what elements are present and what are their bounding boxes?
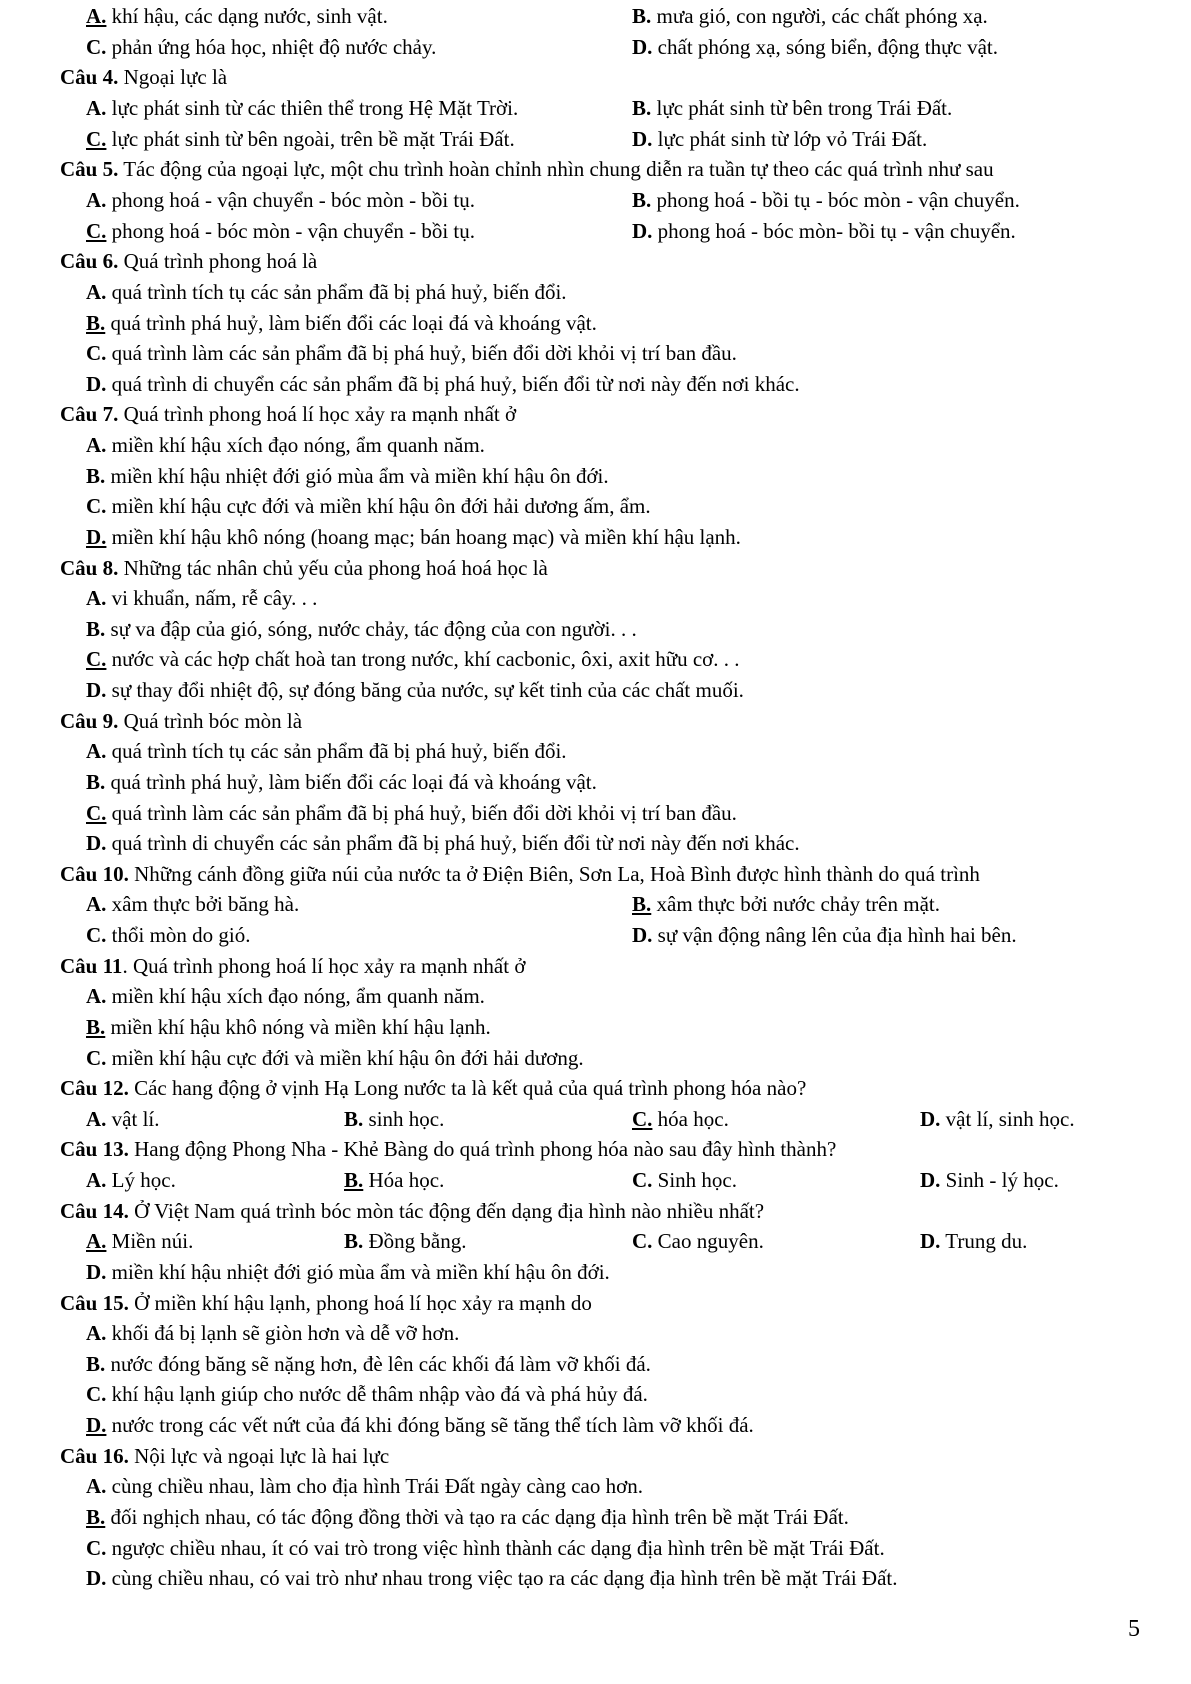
- question-text: Hang động Phong Nha - Khẻ Bàng do quá trình phong hóa nào sau đây hình thành?: [128, 1137, 837, 1161]
- option-letter: B.: [86, 1352, 106, 1376]
- option-text: mưa gió, con người, các chất phóng xạ.: [651, 4, 988, 28]
- option-text: quá trình phá huỷ, làm biến đổi các loại đá và khoáng vật.: [105, 311, 597, 335]
- answer-option: [632, 218, 1016, 244]
- question-text: Tác động của ngoại lực, một chu trình hoàn chỉnh nhìn chung diễn ra tuần tự theo các quá trình như sau: [118, 157, 994, 181]
- question-text: Ở miền khí hậu lạnh, phong hoá lí học xảy ra mạnh do: [128, 1291, 592, 1315]
- option-letter: D.: [632, 219, 653, 243]
- question-stem: [60, 1075, 806, 1101]
- option-text: phản ứng hóa học, nhiệt độ nước chảy.: [106, 35, 437, 59]
- question-text: . Quá trình phong hoá lí học xảy ra mạnh nhất ở: [122, 954, 526, 978]
- option-text: khí hậu, các dạng nước, sinh vật.: [106, 4, 388, 28]
- option-text: Hóa học.: [363, 1168, 445, 1192]
- answer-option: [86, 340, 737, 366]
- option-text: miền khí hậu khô nóng và miền khí hậu lạnh.: [105, 1015, 491, 1039]
- question-number: Câu 9.: [60, 709, 119, 733]
- answer-option: [86, 126, 515, 152]
- option-text: sự va đập của gió, sóng, nước chảy, tác động của con người. . .: [105, 617, 637, 641]
- option-letter: C.: [632, 1229, 653, 1253]
- question-number: Câu 8.: [60, 556, 119, 580]
- option-letter: C.: [86, 127, 107, 151]
- question-stem: [60, 1290, 592, 1316]
- question-number: Câu 12.: [60, 1076, 129, 1100]
- answer-option: [86, 1167, 176, 1193]
- option-text: lực phát sinh từ bên ngoài, trên bề mặt Trái Đất.: [106, 127, 515, 151]
- answer-option: [632, 95, 952, 121]
- option-text: quá trình làm các sản phẩm đã bị phá huỷ, biến đổi dời khỏi vị trí ban đầu.: [106, 341, 737, 365]
- answer-option: [86, 1412, 754, 1438]
- option-text: miền khí hậu nhiệt đới gió mùa ẩm và miền khí hậu ôn đới.: [106, 1260, 610, 1284]
- option-text: khối đá bị lạnh sẽ giòn hơn và dễ vỡ hơn.: [106, 1321, 460, 1345]
- question-text: Quá trình phong hoá là: [118, 249, 318, 273]
- question-text: Ở Việt Nam quá trình bóc mòn tác động đến dạng địa hình nào nhiều nhất?: [128, 1199, 765, 1223]
- answer-option: [344, 1167, 444, 1193]
- option-text: Đồng bằng.: [363, 1229, 467, 1253]
- option-letter: A.: [86, 1107, 107, 1131]
- answer-option: [86, 1259, 610, 1285]
- answer-option: [86, 1473, 643, 1499]
- option-letter: A.: [86, 739, 107, 763]
- option-letter: C.: [86, 35, 107, 59]
- question-text: Quá trình bóc mòn là: [118, 709, 303, 733]
- question-number: Câu 14.: [60, 1199, 129, 1223]
- option-text: quá trình tích tụ các sản phẩm đã bị phá huỷ, biến đổi.: [106, 739, 567, 763]
- option-letter: B.: [86, 464, 106, 488]
- option-letter: B.: [344, 1168, 364, 1192]
- option-text: nước trong các vết nứt của đá khi đóng băng sẽ tăng thể tích làm vỡ khối đá.: [106, 1413, 754, 1437]
- option-letter: A.: [86, 4, 107, 28]
- answer-option: [86, 1228, 193, 1254]
- answer-option: [86, 3, 388, 29]
- option-letter: C.: [86, 1382, 107, 1406]
- answer-option: [86, 983, 485, 1009]
- option-text: phong hoá - vận chuyển - bóc mòn - bồi tụ.: [106, 188, 476, 212]
- option-letter: A.: [86, 586, 107, 610]
- option-text: quá trình di chuyển các sản phẩm đã bị phá huỷ, biến đổi từ nơi này đến nơi khác.: [106, 831, 800, 855]
- question-stem: [60, 708, 302, 734]
- answer-option: [920, 1167, 1059, 1193]
- option-letter: A.: [86, 1321, 107, 1345]
- question-text: Các hang động ở vịnh Hạ Long nước ta là kết quả của quá trình phong hóa nào?: [128, 1076, 807, 1100]
- answer-option: [86, 1381, 648, 1407]
- option-letter: B.: [86, 1505, 106, 1529]
- option-letter: D.: [632, 127, 653, 151]
- option-letter: B.: [86, 617, 106, 641]
- option-text: hóa học.: [652, 1107, 729, 1131]
- question-text: Những tác nhân chủ yếu của phong hoá hoá học là: [118, 556, 548, 580]
- option-text: Cao nguyên.: [652, 1229, 764, 1253]
- answer-option: [86, 738, 567, 764]
- option-text: sự vận động nâng lên của địa hình hai bên.: [652, 923, 1017, 947]
- option-text: miền khí hậu khô nóng (hoang mạc; bán hoang mạc) và miền khí hậu lạnh.: [106, 525, 741, 549]
- option-letter: A.: [86, 96, 107, 120]
- answer-option: [86, 371, 800, 397]
- answer-option: [632, 126, 927, 152]
- option-letter: A.: [86, 1229, 107, 1253]
- option-text: nước đóng băng sẽ nặng hơn, đè lên các khối đá làm vỡ khối đá.: [105, 1352, 651, 1376]
- answer-option: [632, 187, 1020, 213]
- option-text: miền khí hậu xích đạo nóng, ẩm quanh năm.: [106, 984, 485, 1008]
- option-text: ngược chiều nhau, ít có vai trò trong việc hình thành các dạng địa hình trên bề mặt Trái Đất.: [106, 1536, 885, 1560]
- option-text: lực phát sinh từ các thiên thể trong Hệ Mặt Trời.: [106, 96, 519, 120]
- option-letter: D.: [86, 372, 107, 396]
- answer-option: [632, 1228, 764, 1254]
- option-text: nước và các hợp chất hoà tan trong nước, khí cacbonic, ôxi, axit hữu cơ. . .: [106, 647, 740, 671]
- option-text: đối nghịch nhau, có tác động đồng thời và tạo ra các dạng địa hình trên bề mặt Trái Đất.: [105, 1505, 849, 1529]
- answer-option: [86, 1014, 491, 1040]
- answer-option: [632, 3, 988, 29]
- answer-option: [86, 432, 485, 458]
- option-letter: A.: [86, 188, 107, 212]
- option-letter: D.: [920, 1229, 941, 1253]
- option-letter: C.: [86, 219, 107, 243]
- question-number: Câu 15.: [60, 1291, 129, 1315]
- answer-option: [86, 95, 518, 121]
- answer-option: [86, 922, 251, 948]
- option-letter: C.: [86, 1536, 107, 1560]
- option-text: xâm thực bởi băng hà.: [106, 892, 300, 916]
- option-text: quá trình làm các sản phẩm đã bị phá huỷ, biến đổi dời khỏi vị trí ban đầu.: [106, 801, 737, 825]
- option-letter: B.: [632, 892, 652, 916]
- answer-option: [632, 922, 1017, 948]
- answer-option: [632, 891, 940, 917]
- option-letter: B.: [86, 1015, 106, 1039]
- option-letter: D.: [86, 678, 107, 702]
- answer-option: [86, 800, 737, 826]
- question-stem: [60, 248, 317, 274]
- question-number: Câu 7.: [60, 402, 119, 426]
- option-letter: C.: [632, 1107, 653, 1131]
- option-letter: C.: [632, 1168, 653, 1192]
- option-text: quá trình phá huỷ, làm biến đổi các loại đá và khoáng vật.: [105, 770, 597, 794]
- option-text: quá trình tích tụ các sản phẩm đã bị phá huỷ, biến đổi.: [106, 280, 567, 304]
- option-letter: C.: [86, 341, 107, 365]
- question-number: Câu 4.: [60, 65, 119, 89]
- answer-option: [86, 1351, 651, 1377]
- option-text: lực phát sinh từ bên trong Trái Đất.: [651, 96, 953, 120]
- answer-option: [920, 1106, 1075, 1132]
- option-text: phong hoá - bóc mòn - vận chuyển - bồi tụ.: [106, 219, 476, 243]
- answer-option: [86, 34, 436, 60]
- option-letter: B.: [344, 1229, 364, 1253]
- option-letter: C.: [86, 1046, 107, 1070]
- answer-option: [86, 1535, 885, 1561]
- option-letter: D.: [920, 1168, 941, 1192]
- answer-option: [86, 463, 609, 489]
- option-text: khí hậu lạnh giúp cho nước dễ thâm nhập vào đá và phá hủy đá.: [106, 1382, 648, 1406]
- option-text: miền khí hậu cực đới và miền khí hậu ôn đới hải dương ấm, ẩm.: [106, 494, 651, 518]
- answer-option: [632, 1106, 729, 1132]
- option-text: miền khí hậu cực đới và miền khí hậu ôn đới hải dương.: [106, 1046, 584, 1070]
- question-text: Quá trình phong hoá lí học xảy ra mạnh nhất ở: [118, 402, 517, 426]
- option-letter: A.: [86, 984, 107, 1008]
- answer-option: [86, 677, 744, 703]
- question-text: Những cánh đồng giữa núi của nước ta ở Điện Biên, Sơn La, Hoà Bình được hình thành do quá trình: [128, 862, 980, 886]
- option-letter: B.: [86, 311, 106, 335]
- option-letter: C.: [86, 647, 107, 671]
- question-stem: [60, 401, 516, 427]
- option-letter: D.: [86, 525, 107, 549]
- option-text: phong hoá - bồi tụ - bóc mòn - vận chuyển.: [651, 188, 1020, 212]
- answer-option: [344, 1106, 444, 1132]
- option-letter: B.: [632, 4, 652, 28]
- option-letter: A.: [86, 433, 107, 457]
- option-letter: B.: [632, 188, 652, 212]
- question-number: Câu 6.: [60, 249, 119, 273]
- option-text: chất phóng xạ, sóng biển, động thực vật.: [652, 35, 998, 59]
- answer-option: [86, 1106, 160, 1132]
- answer-option: [344, 1228, 467, 1254]
- answer-option: [86, 187, 475, 213]
- option-text: quá trình di chuyển các sản phẩm đã bị phá huỷ, biến đổi từ nơi này đến nơi khác.: [106, 372, 800, 396]
- option-letter: B.: [344, 1107, 364, 1131]
- answer-option: [86, 218, 475, 244]
- option-letter: A.: [86, 892, 107, 916]
- question-number: Câu 13.: [60, 1137, 129, 1161]
- question-stem: [60, 953, 525, 979]
- option-text: miền khí hậu xích đạo nóng, ẩm quanh năm.: [106, 433, 485, 457]
- question-stem: [60, 1136, 836, 1162]
- option-text: vật lí.: [106, 1107, 160, 1131]
- question-stem: [60, 64, 227, 90]
- option-letter: D.: [632, 923, 653, 947]
- question-stem: [60, 861, 980, 887]
- question-text: Ngoại lực là: [118, 65, 228, 89]
- answer-option: [86, 524, 741, 550]
- answer-option: [86, 1504, 849, 1530]
- option-text: vi khuẩn, nấm, rễ cây. . .: [106, 586, 318, 610]
- option-text: Sinh học.: [652, 1168, 738, 1192]
- option-letter: A.: [86, 1474, 107, 1498]
- option-text: miền khí hậu nhiệt đới gió mùa ẩm và miền khí hậu ôn đới.: [105, 464, 609, 488]
- option-text: Lý học.: [106, 1168, 176, 1192]
- answer-option: [86, 769, 597, 795]
- option-letter: C.: [86, 494, 107, 518]
- option-letter: D.: [86, 1260, 107, 1284]
- option-letter: A.: [86, 280, 107, 304]
- answer-option: [86, 585, 317, 611]
- answer-option: [86, 646, 740, 672]
- option-text: lực phát sinh từ lớp vỏ Trái Đất.: [652, 127, 928, 151]
- answer-option: [86, 891, 299, 917]
- option-text: Trung du.: [940, 1229, 1028, 1253]
- option-letter: D.: [632, 35, 653, 59]
- option-text: sự thay đổi nhiệt độ, sự đóng băng của nước, sự kết tinh của các chất muối.: [106, 678, 744, 702]
- answer-option: [86, 279, 567, 305]
- option-letter: C.: [86, 801, 107, 825]
- option-letter: D.: [86, 1566, 107, 1590]
- option-text: cùng chiều nhau, làm cho địa hình Trái Đất ngày càng cao hơn.: [106, 1474, 643, 1498]
- option-letter: B.: [86, 770, 106, 794]
- question-text: Nội lực và ngoại lực là hai lực: [128, 1444, 390, 1468]
- option-text: vật lí, sinh học.: [940, 1107, 1075, 1131]
- answer-option: [632, 34, 998, 60]
- page-number: 5: [1128, 1616, 1140, 1642]
- option-letter: D.: [86, 1413, 107, 1437]
- answer-option: [86, 830, 800, 856]
- option-letter: D.: [86, 831, 107, 855]
- option-letter: A.: [86, 1168, 107, 1192]
- answer-option: [86, 1565, 897, 1591]
- answer-option: [86, 310, 597, 336]
- option-letter: D.: [920, 1107, 941, 1131]
- question-stem: [60, 1443, 389, 1469]
- option-text: Miền núi.: [106, 1229, 194, 1253]
- question-number: Câu 16.: [60, 1444, 129, 1468]
- question-stem: [60, 555, 548, 581]
- question-number: Câu 10.: [60, 862, 129, 886]
- option-text: thổi mòn do gió.: [106, 923, 251, 947]
- question-stem: [60, 1198, 764, 1224]
- answer-option: [632, 1167, 737, 1193]
- question-number: Câu 11: [60, 954, 123, 978]
- option-text: sinh học.: [363, 1107, 445, 1131]
- question-stem: [60, 156, 994, 182]
- option-letter: B.: [632, 96, 652, 120]
- answer-option: [920, 1228, 1027, 1254]
- answer-option: [86, 1045, 584, 1071]
- option-text: xâm thực bởi nước chảy trên mặt.: [651, 892, 940, 916]
- answer-option: [86, 493, 651, 519]
- question-number: Câu 5.: [60, 157, 119, 181]
- option-letter: C.: [86, 923, 107, 947]
- option-text: phong hoá - bóc mòn- bồi tụ - vận chuyển.: [652, 219, 1016, 243]
- option-text: Sinh - lý học.: [940, 1168, 1059, 1192]
- answer-option: [86, 1320, 459, 1346]
- option-text: cùng chiều nhau, có vai trò như nhau trong việc tạo ra các dạng địa hình trên bề mặt Trái Đất.: [106, 1566, 898, 1590]
- answer-option: [86, 616, 637, 642]
